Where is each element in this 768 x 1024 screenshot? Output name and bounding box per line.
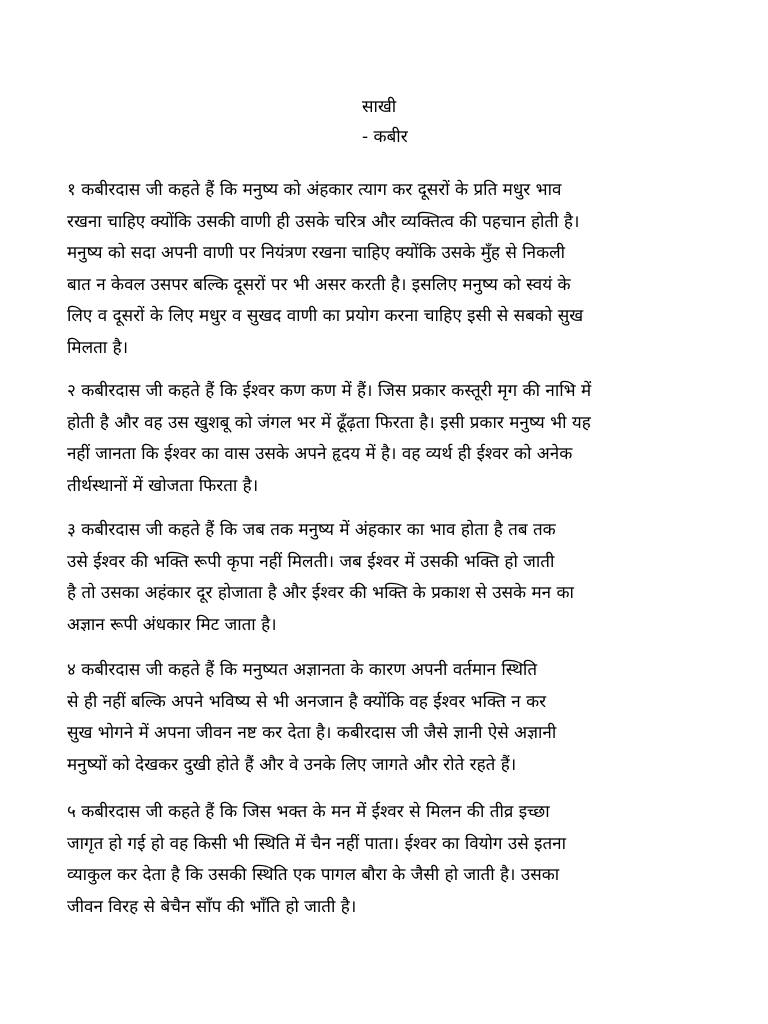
text-line: तीर्थस्थानों में खोजता फिरता है। xyxy=(67,475,259,496)
text-line: जीवन विरह से बेचैन साँप की भाँति हो जाती है। xyxy=(67,896,357,917)
paragraph-1 xyxy=(67,175,707,364)
text-line: ४ कबीरदास जी कहते हैं कि मनुष्यत अज्ञानता के कारण अपनी वर्तमान स्थिति xyxy=(67,660,538,680)
text-line: २ कबीरदास जी कहते हैं कि ईश्वर कण कण में हैं। जिस प्रकार कस्तूरी मृग की नाभि में xyxy=(67,381,592,401)
text-line: जागृत हो गई हो वह किसी भी स्थिति में चैन नहीं पाता। ईश्वर का वियोग उसे इतना xyxy=(67,833,566,854)
text-line: १ कबीरदास जी कहते हैं कि मनुष्य को अंहकार त्याग कर दूसरों के प्रति मधुर भाव xyxy=(67,180,562,200)
text-line: है तो उसका अहंकार दूर होजाता है और ईश्वर की भक्ति के प्रकाश से उसके मन का xyxy=(67,583,574,603)
text-line: सुख भोगने में अपना जीवन नष्ट कर देता है। कबीरदास जी जैसे ज्ञानी ऐसे अज्ञानी xyxy=(67,723,557,743)
text-line: ३ कबीरदास जी कहते हैं कि जब तक मनुष्य में अंहकार का भाव होता है तब तक xyxy=(67,520,556,540)
text-line: से ही नहीं बल्कि अपने भविष्य से भी अनजान है क्योंकि वह ईश्वर भक्ति न कर xyxy=(67,691,547,712)
text-line: उसे ईश्वर की भक्ति रूपी कृपा नहीं मिलती। जब ईश्वर में उसकी भक्ति हो जाती xyxy=(67,551,555,572)
text-line: मनुष्य को सदा अपनी वाणी पर नियंत्रण रखना चाहिए क्योंकि उसके मुँह से निकली xyxy=(67,243,566,263)
paragraph-5 xyxy=(67,797,707,923)
paragraph-3 xyxy=(67,515,707,641)
text-line: मनुष्यों को देखकर दुखी होते हैं और वे उनके लिए जागते और रोते रहते हैं। xyxy=(67,754,517,775)
document-author: - कबीर xyxy=(362,127,408,147)
text-line: बात न केवल उसपर बल्कि दूसरों पर भी असर करती है। इसलिए मनुष्य को स्वयं के xyxy=(67,274,571,295)
text-line: व्याकुल कर देता है कि उसकी स्थिति एक पागल बौरा के जैसी हो जाती है। उसका xyxy=(67,865,560,885)
text-line: रखना चाहिए क्योंकि उसकी वाणी ही उसके चरित्र और व्यक्तित्व की पहचान होती है। xyxy=(67,211,580,232)
paragraph-2 xyxy=(67,376,707,502)
text-line: मिलता है। xyxy=(67,337,129,358)
document-title: साखी xyxy=(362,97,397,117)
text-line: होती है और वह उस खुशबू को जंगल भर में ढूँढ़ता फिरता है। इसी प्रकार मनुष्य भी यह xyxy=(67,412,591,433)
text-line: नहीं जानता कि ईश्वर का वास उसके अपने हृदय में है। वह व्यर्थ ही ईश्वर को अनेक xyxy=(67,444,573,464)
text-line: ५ कबीरदास जी कहते हैं कि जिस भक्त के मन में ईश्वर से मिलन की तीव्र इच्छा xyxy=(67,802,550,822)
text-line: लिए व दूसरों के लिए मधुर व सुखद वाणी का प्रयोग करना चाहिए इसी से सबको सुख xyxy=(67,306,584,326)
paragraph-4 xyxy=(67,655,707,781)
text-line: अज्ञान रूपी अंधकार मिट जाता है। xyxy=(67,614,277,635)
